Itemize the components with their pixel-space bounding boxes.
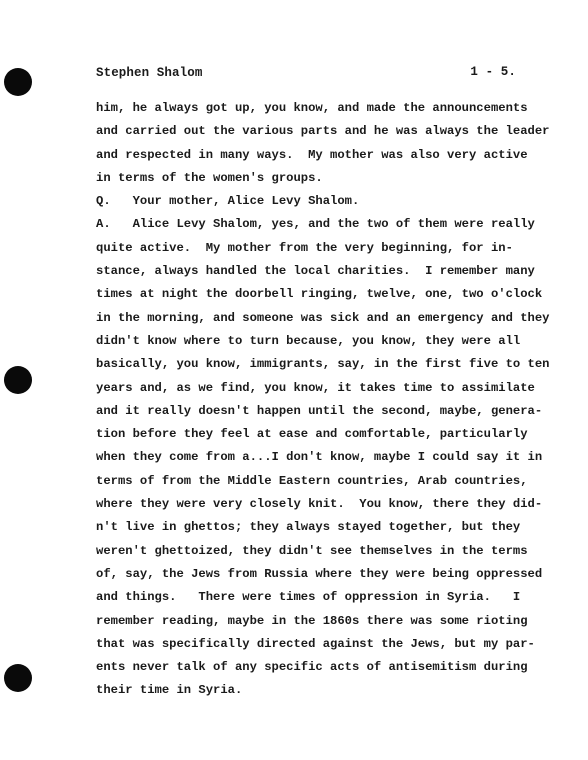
binder-hole-top <box>4 68 32 96</box>
page-number: 1 - 5. <box>470 65 516 79</box>
transcript-line: quite active. My mother from the very beginning, for in- <box>96 240 513 255</box>
binder-hole-bottom <box>4 664 32 692</box>
transcript-body <box>96 97 550 703</box>
transcript-line: years and, as we find, you know, it takes time to assimilate <box>96 380 535 395</box>
transcript-line: in terms of the women's groups. <box>96 170 323 185</box>
transcript-line: and it really doesn't happen until the second, maybe, genera- <box>96 403 543 418</box>
transcript-line: in the morning, and someone was sick and an emergency and they <box>96 310 550 325</box>
transcript-line: n't live in ghettos; they always stayed together, but they <box>96 520 521 535</box>
transcript-line: and respected in many ways. My mother was also very active <box>96 147 528 162</box>
transcript-line: times at night the doorbell ringing, twelve, one, two o'clock <box>96 287 543 302</box>
speaker-name: Stephen Shalom <box>96 66 203 80</box>
transcript-line: ents never talk of any specific acts of antisemitism during <box>96 660 528 675</box>
transcript-line: and things. There were times of oppression in Syria. I <box>96 590 521 605</box>
transcript-line: weren't ghettoized, they didn't see themselves in the terms <box>96 543 528 558</box>
transcript-line: and carried out the various parts and he was always the leader <box>96 124 550 139</box>
transcript-line: basically, you know, immigrants, say, in the first five to ten <box>96 357 550 372</box>
transcript-line: terms of from the Middle Eastern countries, Arab countries, <box>96 473 528 488</box>
transcript-line: Q. Your mother, Alice Levy Shalom. <box>96 194 360 209</box>
transcript-line: A. Alice Levy Shalom, yes, and the two of them were really <box>96 217 535 232</box>
transcript-line: of, say, the Jews from Russia where they were being oppressed <box>96 566 543 581</box>
transcript-line: that was specifically directed against the Jews, but my par- <box>96 636 535 651</box>
transcript-line: when they come from a...I don't know, maybe I could say it in <box>96 450 543 465</box>
transcript-line: their time in Syria. <box>96 683 243 698</box>
transcript-line: him, he always got up, you know, and made the announcements <box>96 101 528 115</box>
transcript-line: stance, always handled the local charities. I remember many <box>96 264 535 279</box>
transcript-line: where they were very closely knit. You know, there they did- <box>96 497 543 512</box>
transcript-line: remember reading, maybe in the 1860s there was some rioting <box>96 613 528 628</box>
binder-hole-middle <box>4 366 32 394</box>
transcript-line: didn't know where to turn because, you know, they were all <box>96 333 521 348</box>
transcript-line: tion before they feel at ease and comfortable, particularly <box>96 427 528 442</box>
